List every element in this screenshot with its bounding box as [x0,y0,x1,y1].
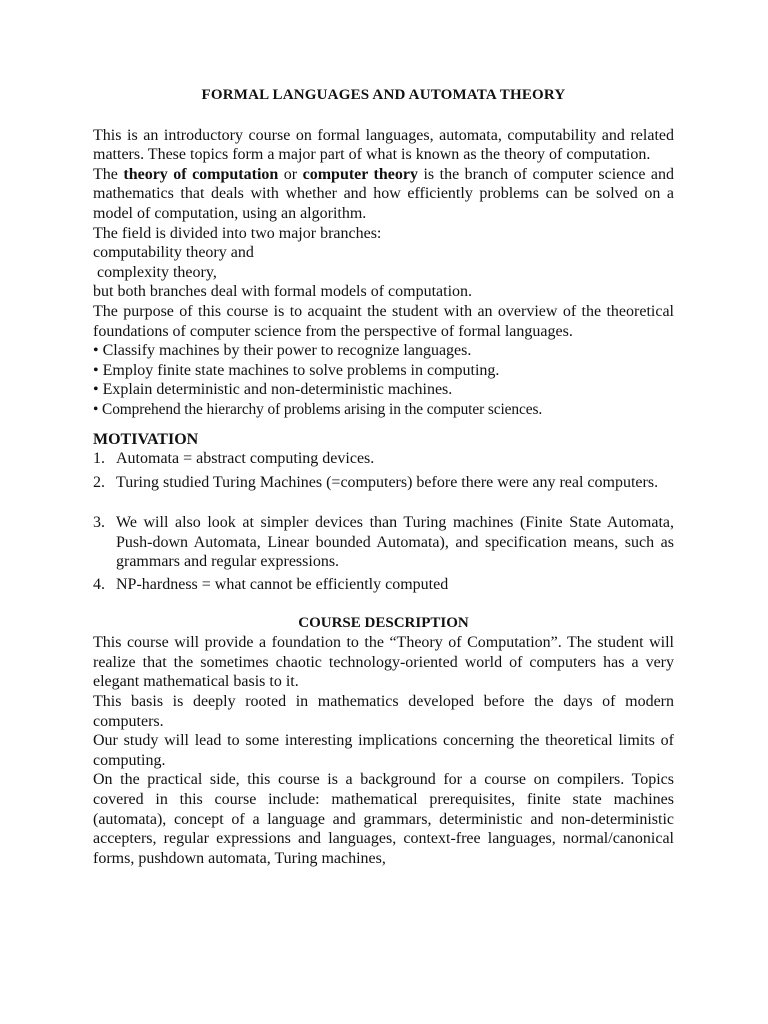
objective-item: • Comprehend the hierarchy of problems arising in the computer sciences. [93,400,543,418]
objective-item: • Classify machines by their power to recognize languages. [93,342,472,360]
branch-complexity: complexity theory, [97,263,217,281]
document-page [93,86,674,868]
definition-paragraph [93,165,674,224]
item-text: NP-hardness = what cannot be efficiently computed [116,576,449,594]
branches-note: but both branches deal with formal models of computation. [93,283,473,301]
document-title: FORMAL LANGUAGES AND AUTOMATA THEORY [201,87,566,103]
definition-lead: The [93,165,124,183]
term-computer-theory: computer theory [302,165,418,183]
definition-or: or [278,165,303,183]
motivation-list [93,449,674,595]
course-description-paragraph: On the practical side, this course is a background for a course on compilers. Topics covered in this course include: mathematical prerequisites, finite state machines (automata), concept of a language and grammars, deterministic and non-deterministic accepters, regular expressions and languages, context-free languages, normal/canonical forms, pushdown automata, Turing machines, [93,771,674,867]
item-number: 4. [93,576,105,594]
item-number: 2. [93,473,105,491]
course-description-paragraph: Our study will lead to some interesting implications concerning the theoretical limits of computing. [93,732,674,769]
definition-rest: is the branch of computer science and mathematics that deals with whether and how efficiently problems can be solved on a model of computation, using an algorithm. [93,165,675,222]
branches-intro: The field is divided into two major branches: [93,224,382,242]
item-number: 1. [93,450,105,468]
motivation-item [93,449,674,469]
objectives-list [93,341,674,419]
motivation-item [93,473,674,493]
objective-item: • Explain deterministic and non-deterministic machines. [93,381,453,399]
item-number: 3. [93,514,105,532]
branch-computability: computability theory and [93,244,254,262]
motivation-item [93,575,674,595]
objective-item: • Employ finite state machines to solve problems in computing. [93,361,500,379]
course-description-paragraph: This course will provide a foundation to the “Theory of Computation”. The student will realize that the sometimes chaotic technology-oriented world of computers has a very elegant mathematical basis to it. [93,634,674,691]
intro-paragraph: This is an introductory course on formal languages, automata, computability and related matters. These topics form a major part of what is known as the theory of computation. [93,126,674,164]
item-text: We will also look at simpler devices than Turing machines (Finite State Automata, Push-down Automata, Linear bounded Automata), and specification means, such as grammars and regular expressions. [116,514,674,571]
motivation-item [93,513,674,572]
purpose-paragraph: The purpose of this course is to acquaint the student with an overview of the theoretical foundations of computer science from the perspective of formal languages. [93,302,674,340]
term-theory-of-computation: theory of computation [123,165,279,183]
course-description-paragraph: This basis is deeply rooted in mathematics developed before the days of modern computers. [93,693,674,730]
motivation-heading: MOTIVATION [93,430,199,448]
item-text: Automata = abstract computing devices. [116,450,375,468]
course-description-heading: COURSE DESCRIPTION [298,614,469,631]
item-text: Turing studied Turing Machines (=computers) before there were any real computers. [116,473,659,491]
